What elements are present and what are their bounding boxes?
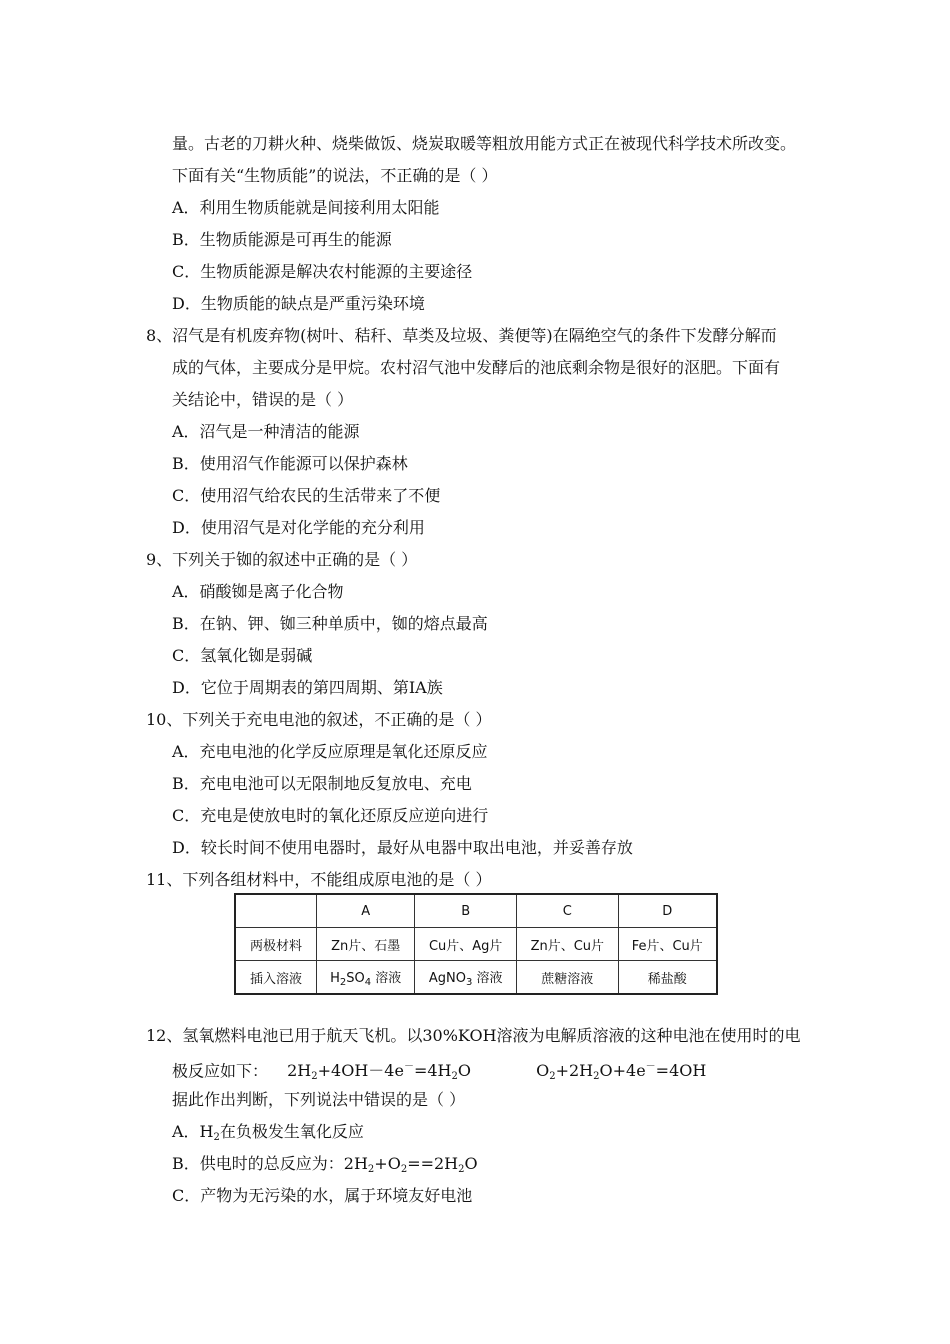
intro-option-d: D．生物质能的缺点是严重污染环境 <box>172 294 425 313</box>
q12-line-2-prefix: 极反应如下： <box>172 1061 269 1081</box>
q8-line-2: 成的气体，主要成分是甲烷。农村沼气池中发酵后的池底剩余物是很好的沤肥。下面有 <box>172 358 781 377</box>
q8-option-d: D．使用沼气是对化学能的充分利用 <box>172 518 425 537</box>
cell-electrodes-b: Cu片、Ag片 <box>415 928 517 961</box>
q9-option-c: C．氢氧化铷是弱碱 <box>172 646 313 665</box>
q12-option-b <box>172 1153 478 1181</box>
cell-solution-c: 蔗糖溶液 <box>517 961 618 995</box>
cathode-equation: $O_2+2H_2O+4e^-=4OH$ <box>536 1061 707 1083</box>
cell-electrodes-d: Fe片、Cu片 <box>618 928 717 961</box>
intro-option-a: A．利用生物质能就是间接利用太阳能 <box>172 198 440 217</box>
cell-electrodes-c: Zn片、Cu片 <box>517 928 618 961</box>
q12-line-3: 据此作出判断，下列说法中错误的是（ ） <box>172 1090 466 1109</box>
table-corner-cell <box>235 894 317 928</box>
q10-option-a: A．充电电池的化学反应原理是氧化还原反应 <box>172 742 488 761</box>
intro-option-b: B．生物质能源是可再生的能源 <box>172 230 392 249</box>
intro-line-1: 量。古老的刀耕火种、烧柴做饭、烧炭取暖等粗放用能方式正在被现代科学技术所改变。 <box>172 134 797 153</box>
q12-line-2 <box>172 1057 706 1088</box>
intro-option-c: C．生物质能源是解决农村能源的主要途径 <box>172 262 473 281</box>
q9-line-1: 9、下列关于铷的叙述中正确的是（ ） <box>146 550 418 569</box>
q12-option-b-prefix: B．供电时的总反应为： <box>172 1154 344 1173</box>
intro-question: 下面有关“生物质能”的说法，不正确的是（ ） <box>172 166 498 185</box>
q8-option-b: B．使用沼气作能源可以保护森林 <box>172 454 408 473</box>
cell-solution-a: $H_2SO_4$ 溶液 <box>317 961 415 995</box>
q12-line-1: 12、氢氧燃料电池已用于航天飞机。以30%KOH溶液为电解质溶液的这种电池在使用时的电 <box>146 1026 801 1045</box>
q9-option-d: D．它位于周期表的第四周期、第ⅠA族 <box>172 678 443 697</box>
q8-line-1: 8、沼气是有机废弃物(树叶、秸秆、草类及垃圾、粪便等)在隔绝空气的条件下发酵分解而 <box>146 326 777 345</box>
row-label-solution: 插入溶液 <box>235 961 317 995</box>
table-header-b: B <box>415 894 517 928</box>
q9-option-b: B．在钠、钾、铷三种单质中，铷的熔点最高 <box>172 614 488 633</box>
anode-equation: $2H_2+4OH-4e^-=4H_2O$ <box>287 1061 471 1083</box>
materials-table <box>234 893 718 995</box>
cell-solution-d: 稀盐酸 <box>618 961 717 995</box>
cell-electrodes-a: Zn片、石墨 <box>317 928 415 961</box>
table-header-row <box>235 894 717 928</box>
row-label-electrodes: 两极材料 <box>235 928 317 961</box>
table-header-a: A <box>317 894 415 928</box>
table-header-c: C <box>517 894 618 928</box>
q12-option-a: A．$H_2$在负极发生氧化反应 <box>172 1122 364 1143</box>
q12-option-a-prefix: A．H <box>172 1122 214 1141</box>
table-row <box>235 961 717 995</box>
q8-option-a: A．沼气是一种清洁的能源 <box>172 422 360 441</box>
q12-option-c: C．产物为无污染的水，属于环境友好电池 <box>172 1186 473 1205</box>
q10-option-b: B．充电电池可以无限制地反复放电、充电 <box>172 774 472 793</box>
q11-line-1: 11、下列各组材料中，不能组成原电池的是（ ） <box>146 870 492 889</box>
q10-line-1: 10、下列关于充电电池的叙述，不正确的是（ ） <box>146 710 492 729</box>
cell-solution-b: AgNO$_3$ 溶液 <box>415 961 517 995</box>
q10-option-c: C．充电是使放电时的氧化还原反应逆向进行 <box>172 806 489 825</box>
q9-option-a: A．硝酸铷是离子化合物 <box>172 582 344 601</box>
cell-solution-a-suffix: 溶液 <box>375 970 402 986</box>
total-reaction-equation: $2H_2+O_2==2H_2O$ <box>343 1154 478 1175</box>
table-row <box>235 928 717 961</box>
table-header-d: D <box>618 894 717 928</box>
q8-line-3: 关结论中，错误的是（ ） <box>172 390 354 409</box>
q10-option-d: D．较长时间不使用电器时，最好从电器中取出电池，并妥善存放 <box>172 838 633 857</box>
q8-option-c: C．使用沼气给农民的生活带来了不便 <box>172 486 441 505</box>
q12-option-a-suffix: 在负极发生氧化反应 <box>219 1122 364 1141</box>
cell-solution-b-suffix: 溶液 <box>476 970 503 986</box>
